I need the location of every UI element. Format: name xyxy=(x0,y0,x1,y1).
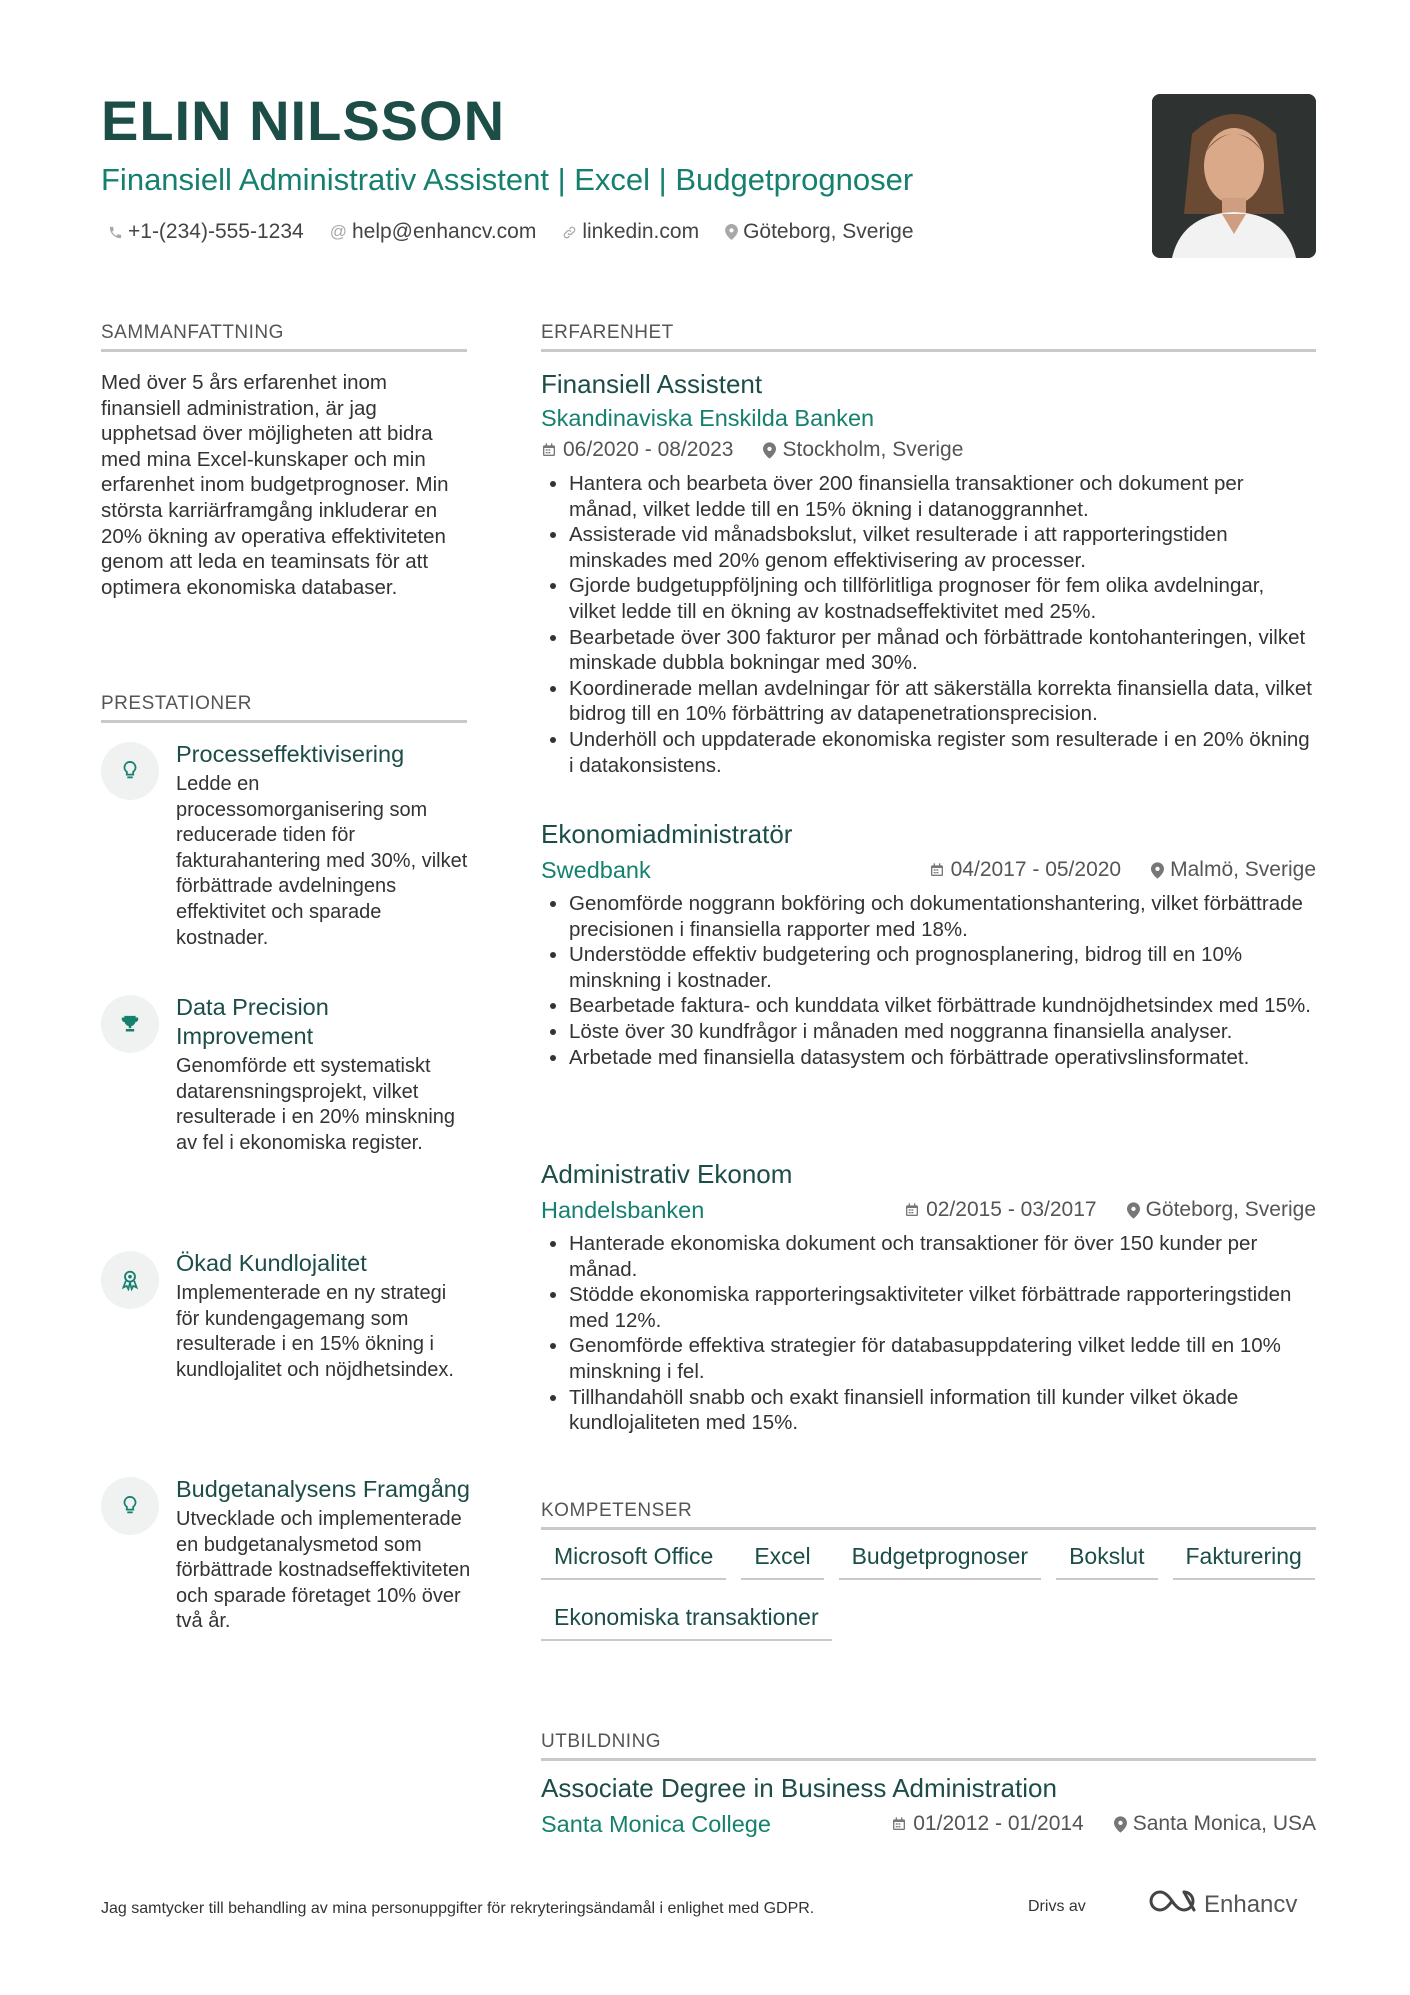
bullet: • Hanterade ekonomiska dokument och transaktioner för över 150 kunder per månad. xyxy=(569,1231,1316,1282)
job-location xyxy=(1151,858,1316,882)
dates-text: 01/2012 - 01/2014 xyxy=(913,1812,1084,1835)
location-pin-icon xyxy=(1151,862,1164,879)
enhancv-logo-icon xyxy=(1148,1888,1196,1921)
bullet: • Genomförde noggrann bokföring och dokumentationshantering, vilket förbättrade precisionen i finansiella rapporter med 18%. xyxy=(569,891,1316,942)
linkedin-text[interactable]: linkedin.com xyxy=(582,220,700,243)
achievement-desc: Ledde en processomorganisering som reducerade tiden för fakturahantering med 30%, vilket förbättrade avdelningens effektivitet och sparade kostnader. xyxy=(176,773,468,949)
achievement-title: Budgetanalysens Framgång xyxy=(176,1476,470,1502)
achievement-item xyxy=(101,1249,471,1383)
calendar-icon xyxy=(541,442,557,458)
achievement-item xyxy=(101,993,471,1156)
bullet: • Underhöll och uppdaterade ekonomiska register som resulterade i en 20% ökning i datakonsistens. xyxy=(569,727,1316,778)
job-meta xyxy=(541,435,1316,465)
dates-text: 06/2020 - 08/2023 xyxy=(563,438,734,461)
bullet: • Hantera och bearbeta över 200 finansiella transaktioner och dokument per månad, vilket ledde till en 15% ökning i datanoggrannhet. xyxy=(569,471,1316,522)
bullet: • Genomförde effektiva strategier för databasuppdatering vilket ledde till en 10% minskning i fel. xyxy=(569,1333,1316,1384)
gdpr-consent: Jag samtycker till behandling av mina personuppgifter för rekryteringsändamål i enlighet med GDPR. xyxy=(101,1900,815,1917)
job-entry xyxy=(541,818,1316,1070)
skill-tag: Fakturering xyxy=(1173,1543,1315,1580)
bullet: • Stödde ekonomiska rapporteringsaktiviteter vilket förbättrade rapporteringstiden med 12%. xyxy=(569,1282,1316,1333)
location-pin-icon xyxy=(763,442,776,459)
lightbulb-icon xyxy=(101,742,159,800)
school-name: Santa Monica College xyxy=(541,1810,771,1837)
summary-text: Med över 5 års erfarenhet inom finansiell administration, är jag upphetsad över möjligheten att bidra med mina Excel-kunskaper och min erfarenhet inom budgetprognoser. Min största karriärframgång inkluderar en 20% ökning av operativa effektiviteten genom att leda en teaminsats för att optimera ekonomiska databaser. xyxy=(101,371,449,599)
email-text[interactable]: help@enhancv.com xyxy=(351,220,537,243)
job-dates xyxy=(904,1198,1096,1222)
job-bullets xyxy=(541,891,1316,1070)
skill-tag: Ekonomiska transaktioner xyxy=(541,1604,832,1641)
skill-tag: Excel xyxy=(741,1543,823,1580)
location-text: Göteborg, Sverige xyxy=(1145,1198,1316,1221)
job-company: Swedbank xyxy=(541,856,651,883)
contact-email[interactable] xyxy=(330,220,537,244)
location-text: Stockholm, Sverige xyxy=(782,438,964,461)
job-company: Handelsbanken xyxy=(541,1196,705,1223)
location-text: Göteborg, Sverige xyxy=(743,220,914,243)
education-heading: UTBILDNING xyxy=(541,1731,1316,1761)
job-bullets xyxy=(541,471,1316,778)
job-title: Ekonomiadministratör xyxy=(541,819,793,849)
location-pin-icon xyxy=(1114,1816,1127,1833)
job-location xyxy=(763,438,963,462)
achievement-title: Ökad Kundlojalitet xyxy=(176,1250,367,1276)
achievement-title: Data Precision Improvement xyxy=(176,994,329,1049)
location-pin-icon xyxy=(725,224,738,240)
job-meta xyxy=(541,1195,1316,1225)
bullet: • Bearbetade över 300 fakturor per månad och förbättrade kontohanteringen, vilket minskade dubbla bokningar med 30%. xyxy=(569,625,1316,676)
job-company: Skandinaviska Enskilda Banken xyxy=(541,405,875,431)
location-text: Malmö, Sverige xyxy=(1170,858,1316,881)
achievement-desc: Genomförde ett systematiskt datarensningsprojekt, vilket resulterade i en 20% minskning av fel i ekonomiska register. xyxy=(176,1055,456,1154)
location-pin-icon xyxy=(1127,1202,1140,1219)
award-ribbon-icon xyxy=(101,1251,159,1309)
job-meta xyxy=(541,855,1316,885)
bullet: • Bearbetade faktura- och kunddata vilket förbättrade kundnöjdhetsindex med 15%. xyxy=(569,993,1316,1019)
profile-photo xyxy=(1152,94,1316,258)
contact-linkedin[interactable] xyxy=(562,220,699,244)
job-title: Finansiell Assistent xyxy=(541,369,763,399)
contact-location xyxy=(725,220,913,244)
skills-heading: KOMPETENSER xyxy=(541,1500,1316,1530)
contact-phone xyxy=(108,220,304,244)
bullet: • Koordinerade mellan avdelningar för att säkerställa korrekta finansiella data, vilket bidrog till en 10% förbättring av datapenetrationsprecision. xyxy=(569,676,1316,727)
trophy-icon xyxy=(101,995,159,1053)
bullet: • Löste över 30 kundfrågor i månaden med noggranna finansiella analyser. xyxy=(569,1019,1316,1045)
education-dates xyxy=(891,1812,1083,1836)
experience-heading: ERFARENHET xyxy=(541,322,1316,352)
achievement-desc: Implementerade en ny strategi för kundengagemang som resulterade i en 15% ökning i kundlojalitet och nöjdhetsindex. xyxy=(176,1282,454,1381)
achievement-desc: Utvecklade och implementerade en budgetanalysmetod som förbättrade kostnadseffektiviteten och sparade företaget 10% över två år. xyxy=(176,1508,471,1633)
calendar-icon xyxy=(929,862,945,878)
dates-text: 02/2015 - 03/2017 xyxy=(926,1198,1097,1221)
skill-tag: Bokslut xyxy=(1056,1543,1157,1580)
at-icon: @ xyxy=(329,222,347,241)
skill-tag: Microsoft Office xyxy=(541,1543,726,1580)
skill-tag: Budgetprognoser xyxy=(839,1543,1041,1580)
summary-heading: SAMMANFATTNING xyxy=(101,322,467,352)
calendar-icon xyxy=(891,1816,907,1832)
achievement-title: Processeffektivisering xyxy=(176,741,405,767)
link-icon xyxy=(562,225,577,240)
bullet: • Understödde effektiv budgetering och prognosplanering, bidrog till en 10% minskning i kostnader. xyxy=(569,942,1316,993)
job-dates xyxy=(929,858,1121,882)
degree-title: Associate Degree in Business Administration xyxy=(541,1773,1057,1803)
achievement-item xyxy=(101,740,471,951)
achievements-heading: PRESTATIONER xyxy=(101,693,467,723)
brand-name: Enhancv xyxy=(1204,1890,1298,1918)
enhancv-logo[interactable] xyxy=(1148,1888,1297,1921)
education-meta xyxy=(541,1809,1316,1839)
job-entry xyxy=(541,1158,1316,1436)
education-location xyxy=(1114,1812,1316,1836)
lightbulb-icon xyxy=(101,1477,159,1535)
achievement-item xyxy=(101,1475,471,1635)
job-bullets xyxy=(541,1231,1316,1436)
bullet: • Tillhandahöll snabb och exakt finansiell information till kunder vilket ökade kundlojaliteten med 15%. xyxy=(569,1385,1316,1436)
dates-text: 04/2017 - 05/2020 xyxy=(950,858,1122,881)
powered-by-label: Drivs av xyxy=(1028,1898,1086,1915)
bullet: • Assisterade vid månadsbokslut, vilket resulterade i att rapporteringstiden minskades med 20% genom effektivisering av processer. xyxy=(569,522,1316,573)
job-title: Administrativ Ekonom xyxy=(541,1159,793,1189)
headline: Finansiell Administrativ Assistent | Excel | Budgetprognoser xyxy=(101,162,914,197)
bullet: • Gjorde budgetuppföljning och tillförlitliga prognoser för fem olika avdelningar, vilket ledde till en ökning av kostnadseffektivitet med 25%. xyxy=(569,573,1316,624)
candidate-name: ELIN NILSSON xyxy=(101,89,506,152)
phone-icon xyxy=(108,225,123,240)
bullet: • Arbetade med finansiella datasystem och förbättrade operativslinsformatet. xyxy=(569,1045,1316,1071)
skills-list xyxy=(541,1543,1316,1641)
location-text: Santa Monica, USA xyxy=(1132,1812,1316,1835)
job-location xyxy=(1127,1198,1316,1222)
phone-text: +1-(234)-555-1234 xyxy=(128,220,304,243)
job-entry xyxy=(541,368,1316,778)
job-dates xyxy=(541,438,733,462)
contact-bar xyxy=(108,220,914,244)
calendar-icon xyxy=(904,1202,920,1218)
education-entry xyxy=(541,1772,1316,1839)
